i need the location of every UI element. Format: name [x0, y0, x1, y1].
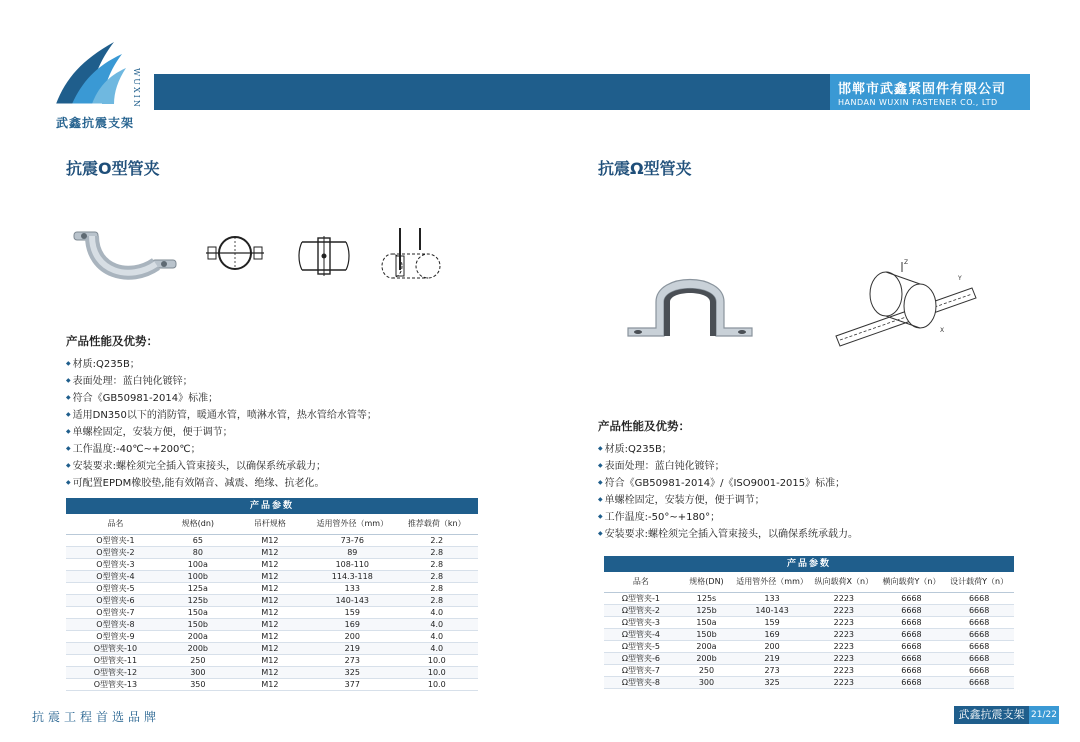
table-row	[66, 606, 478, 618]
table-cell: 2.8	[396, 570, 478, 582]
table-cell: 325	[309, 666, 396, 678]
table-cell: 159	[309, 606, 396, 618]
column-header: 品名	[604, 572, 678, 592]
table-cell: 6668	[944, 628, 1014, 640]
table-cell: 73-76	[309, 534, 396, 546]
table-cell: 2223	[809, 652, 879, 664]
table-row	[604, 616, 1014, 628]
table-cell: 108-110	[309, 558, 396, 570]
spec-item: ◆ 符合《GB50981-2014》标准；	[66, 389, 377, 406]
table-header-row	[66, 514, 478, 534]
table-row	[66, 558, 478, 570]
o-clamp-param-table	[66, 498, 478, 691]
table-cell: 125b	[678, 604, 735, 616]
spec-item: ◆ 适用DN350以下的消防管，暖通水管，喷淋水管，热水管给水管等；	[66, 406, 377, 423]
table-cell: 273	[735, 664, 809, 676]
table-cell: Ω型管夹-2	[604, 604, 678, 616]
table-row	[66, 594, 478, 606]
spec-item: ◆ 工作温度:-50°~+180°；	[598, 508, 858, 525]
table-cell: 250	[165, 654, 231, 666]
column-header: 适用管外径（mm）	[309, 514, 396, 534]
table-cell: 250	[678, 664, 735, 676]
table-cell: M12	[231, 678, 309, 690]
column-header: 纵向载荷X（n）	[809, 572, 879, 592]
company-name-en: HANDAN WUXIN FASTENER CO., LTD	[838, 98, 998, 107]
table-cell: Ω型管夹-5	[604, 640, 678, 652]
table-cell: 2223	[809, 616, 879, 628]
table-cell: 159	[735, 616, 809, 628]
table-cell: M12	[231, 618, 309, 630]
table-cell: 100a	[165, 558, 231, 570]
svg-text:X: X	[940, 327, 945, 334]
right-spec-block	[598, 418, 858, 542]
left-spec-list	[66, 355, 377, 491]
o-clamp-install-drawing	[378, 226, 444, 280]
table-cell: Ω型管夹-1	[604, 592, 678, 604]
table-row	[604, 604, 1014, 616]
table-cell: 6668	[879, 592, 945, 604]
table-cell: 2223	[809, 664, 879, 676]
table-cell: 350	[165, 678, 231, 690]
o-clamp-photo	[70, 222, 180, 284]
column-header: 推荐载荷（kn）	[396, 514, 478, 534]
footer-slogan: 抗震工程首选品牌	[32, 710, 161, 724]
table-cell: 133	[309, 582, 396, 594]
right-spec-heading: 产品性能及优势：	[598, 419, 690, 433]
table-cell: 4.0	[396, 642, 478, 654]
spec-item: ◆ 安装要求:螺栓须完全插入管束接头，以确保系统承载力；	[66, 457, 377, 474]
table-cell: 133	[735, 592, 809, 604]
table-cell: Ω型管夹-7	[604, 664, 678, 676]
table-cell: M12	[231, 630, 309, 642]
table-cell: 6668	[944, 652, 1014, 664]
table-cell: 219	[735, 652, 809, 664]
table-cell: 169	[735, 628, 809, 640]
table-cell: 6668	[944, 664, 1014, 676]
omega-clamp-install-drawing	[832, 254, 978, 354]
table-cell: 2.2	[396, 534, 478, 546]
table-cell: 80	[165, 546, 231, 558]
table-cell: 300	[165, 666, 231, 678]
table-cell: O型管夹-7	[66, 606, 165, 618]
table-row	[604, 676, 1014, 688]
table-cell: 125b	[165, 594, 231, 606]
table-cell: M12	[231, 654, 309, 666]
table-cell: O型管夹-13	[66, 678, 165, 690]
table-cell: 2223	[809, 676, 879, 688]
table-cell: 6668	[879, 664, 945, 676]
table-cell: 125a	[165, 582, 231, 594]
table-row	[66, 618, 478, 630]
table-cell: 219	[309, 642, 396, 654]
table-row	[66, 630, 478, 642]
table-row	[66, 546, 478, 558]
table-cell: 2223	[809, 640, 879, 652]
table-row	[604, 628, 1014, 640]
table-cell: 273	[309, 654, 396, 666]
table-row	[66, 570, 478, 582]
table-cell: 100b	[165, 570, 231, 582]
table-cell: O型管夹-8	[66, 618, 165, 630]
table-cell: M12	[231, 594, 309, 606]
spec-item: ◆ 表面处理：蓝白钝化镀锌；	[66, 372, 377, 389]
table-cell: 6668	[944, 676, 1014, 688]
table-cell: Ω型管夹-6	[604, 652, 678, 664]
table-cell: 2.8	[396, 582, 478, 594]
table-cell: 150b	[165, 618, 231, 630]
column-header: 横向载荷Y（n）	[879, 572, 945, 592]
table-cell: Ω型管夹-8	[604, 676, 678, 688]
table-cell: M12	[231, 558, 309, 570]
table-cell: 200a	[678, 640, 735, 652]
table-caption: 产品参数	[66, 498, 478, 514]
column-header: 设计载荷Y（n）	[944, 572, 1014, 592]
o-clamp-front-drawing	[204, 232, 266, 274]
table-row	[66, 582, 478, 594]
table-cell: M12	[231, 642, 309, 654]
table-cell: 10.0	[396, 666, 478, 678]
logo-sail-icon	[52, 38, 128, 110]
omega-clamp-photo	[626, 262, 754, 342]
spec-item: ◆ 表面处理：蓝白钝化镀锌；	[598, 457, 858, 474]
left-spec-heading: 产品性能及优势：	[66, 334, 158, 348]
table-cell: 2223	[809, 604, 879, 616]
table-cell: 6668	[879, 616, 945, 628]
spec-item: ◆ 材质:Q235B；	[598, 440, 858, 457]
table-cell: 6668	[879, 676, 945, 688]
table-cell: 10.0	[396, 678, 478, 690]
table-cell: 10.0	[396, 654, 478, 666]
table-row	[66, 642, 478, 654]
table-cell: 169	[309, 618, 396, 630]
spec-item: ◆ 安装要求:螺栓须完全插入管束接头，以确保系统承载力。	[598, 525, 858, 542]
table-cell: 140-143	[735, 604, 809, 616]
table-cell: 150a	[165, 606, 231, 618]
o-clamp-side-drawing	[298, 234, 350, 278]
table-row	[66, 666, 478, 678]
svg-text:Y: Y	[958, 275, 962, 282]
spec-item: ◆ 可配置EPDM橡胶垫,能有效隔音、减震、绝缘、抗老化。	[66, 474, 377, 491]
table-cell: O型管夹-5	[66, 582, 165, 594]
table-cell: 2.8	[396, 558, 478, 570]
table-cell: M12	[231, 582, 309, 594]
logo-brand-name: 武鑫抗震支架	[56, 116, 135, 130]
table-cell: M12	[231, 534, 309, 546]
table-cell: 200b	[165, 642, 231, 654]
table-cell: 2223	[809, 628, 879, 640]
table-cell: 200a	[165, 630, 231, 642]
table-cell: 6668	[944, 640, 1014, 652]
table-cell: 150a	[678, 616, 735, 628]
table-cell: O型管夹-1	[66, 534, 165, 546]
table-caption: 产品参数	[604, 556, 1014, 572]
table-cell: 2.8	[396, 546, 478, 558]
table-cell: 65	[165, 534, 231, 546]
table-cell: 6668	[879, 604, 945, 616]
table-cell: 6668	[944, 616, 1014, 628]
table-cell: Ω型管夹-4	[604, 628, 678, 640]
table-cell: 6668	[944, 604, 1014, 616]
table-cell: 2223	[809, 592, 879, 604]
spec-item: ◆ 工作温度:-40℃~+200℃；	[66, 440, 377, 457]
table-row	[604, 592, 1014, 604]
table-cell: Ω型管夹-3	[604, 616, 678, 628]
logo-vertical-text: WUXIN	[132, 68, 141, 109]
company-name-box	[830, 74, 1030, 110]
spec-item: ◆ 单螺栓固定，安装方便，便于调节；	[66, 423, 377, 440]
table-cell: 300	[678, 676, 735, 688]
right-section-title: 抗震Ω型管夹	[598, 159, 692, 178]
footer-brand: 武鑫抗震支架	[954, 706, 1029, 724]
company-name-cn: 邯郸市武鑫紧固件有限公司	[838, 82, 1007, 97]
table-cell: M12	[231, 546, 309, 558]
table-cell: 377	[309, 678, 396, 690]
table-cell: 6668	[879, 640, 945, 652]
table-cell: O型管夹-3	[66, 558, 165, 570]
column-header: 品名	[66, 514, 165, 534]
table-cell: 325	[735, 676, 809, 688]
table-cell: O型管夹-6	[66, 594, 165, 606]
table-cell: 2.8	[396, 594, 478, 606]
table-row	[66, 654, 478, 666]
column-header: 吊杆规格	[231, 514, 309, 534]
table-header-row	[604, 572, 1014, 592]
table-row	[66, 534, 478, 546]
table-cell: O型管夹-2	[66, 546, 165, 558]
table-cell: 125s	[678, 592, 735, 604]
brand-logo	[52, 38, 152, 130]
table-cell: O型管夹-4	[66, 570, 165, 582]
table-cell: O型管夹-12	[66, 666, 165, 678]
table-cell: O型管夹-9	[66, 630, 165, 642]
table-cell: 140-143	[309, 594, 396, 606]
table-cell: 200	[735, 640, 809, 652]
svg-text:Z: Z	[904, 259, 909, 266]
table-cell: O型管夹-10	[66, 642, 165, 654]
table-row	[604, 640, 1014, 652]
left-section-title: 抗震O型管夹	[66, 159, 160, 178]
omega-clamp-param-table	[604, 556, 1014, 689]
table-cell: 200	[309, 630, 396, 642]
right-spec-list	[598, 440, 858, 542]
spec-item: ◆ 材质:Q235B；	[66, 355, 377, 372]
column-header: 规格(dn)	[165, 514, 231, 534]
table-cell: 200b	[678, 652, 735, 664]
page-number: 21/22	[1029, 706, 1059, 724]
column-header: 适用管外径（mm）	[735, 572, 809, 592]
table-cell: M12	[231, 606, 309, 618]
table-cell: 4.0	[396, 606, 478, 618]
table-cell: 4.0	[396, 618, 478, 630]
table-row	[604, 664, 1014, 676]
table-cell: 6668	[944, 592, 1014, 604]
table-cell: 4.0	[396, 630, 478, 642]
spec-item: ◆ 符合《GB50981-2014》/《ISO9001-2015》标准；	[598, 474, 858, 491]
table-cell: O型管夹-11	[66, 654, 165, 666]
spec-item: ◆ 单螺栓固定，安装方便，便于调节；	[598, 491, 858, 508]
table-cell: 150b	[678, 628, 735, 640]
table-cell: 89	[309, 546, 396, 558]
left-spec-block	[66, 333, 377, 491]
table-cell: 114.3-118	[309, 570, 396, 582]
table-cell: M12	[231, 666, 309, 678]
table-row	[604, 652, 1014, 664]
table-cell: 6668	[879, 628, 945, 640]
table-row	[66, 678, 478, 690]
column-header: 规格(DN)	[678, 572, 735, 592]
table-cell: M12	[231, 570, 309, 582]
table-cell: 6668	[879, 652, 945, 664]
